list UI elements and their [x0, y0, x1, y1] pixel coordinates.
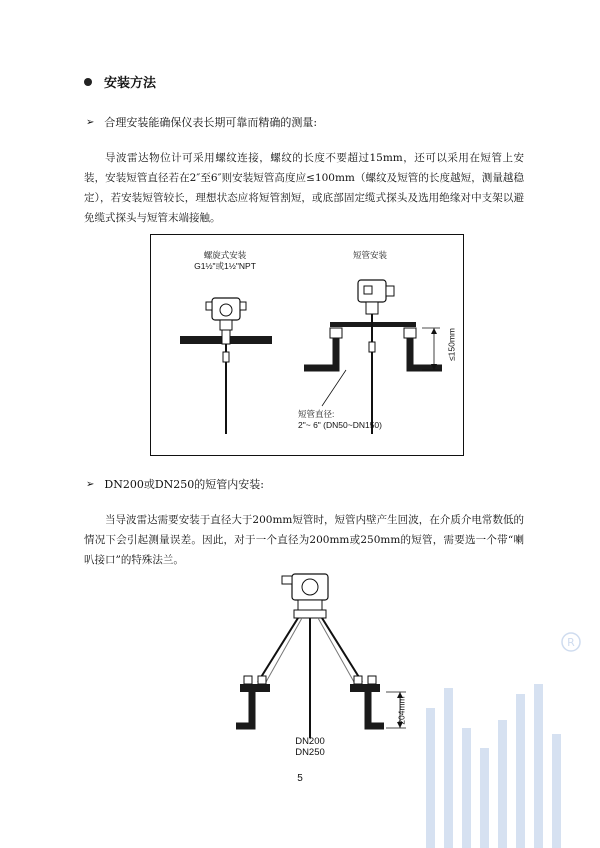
- watermark-logo-icon: [406, 624, 586, 848]
- point2-heading: [86, 476, 264, 492]
- figure2-diagram: [230, 566, 420, 748]
- figure1-right-label: 短管安装: [352, 250, 387, 260]
- figure1-pipe-label-line2: 2"~ 6" (DN50~DN150): [298, 420, 382, 430]
- point1-heading: [86, 114, 317, 130]
- point1-paragraph: 导波雷达物位计可采用螺纹连接，螺纹的长度不要超过15mm，还可以采用在短管上安装，安装短管直径若在2″至6″则安装短管高度应≤100mm（螺纹及短管的长度越短，测量越稳定），若安装短管较长，理想状态应将短管割短，或底部固定缆式探头及选用绝缘对中支架以避免缆式探头与短管末端接触。: [84, 152, 524, 224]
- figure2-dimension: 204mm: [396, 696, 407, 725]
- section-title: [84, 72, 156, 91]
- threaded-sensor-icon: [206, 298, 246, 330]
- arrow-bullet-icon: ➢: [86, 116, 95, 128]
- figure1-left-label-line1: 螺旋式安装: [203, 250, 247, 260]
- point1-heading-text: 合理安装能确保仪表长期可靠而精确的测量:: [104, 116, 318, 129]
- horn-sensor-icon: [282, 574, 328, 618]
- figure1-pipe-label-line1: 短管直径:: [298, 409, 335, 419]
- section-title-text: 安装方法: [104, 76, 157, 91]
- figure1-pipe-label: [298, 409, 398, 431]
- arrow-bullet-icon: ➢: [86, 478, 95, 490]
- point2-paragraph: 当导波雷达需要安装于直径大于200mm短管时，短管内壁产生回波，在介质介电常数低的情况下会引起测量误差。因此，对于一个直径为200mm或250mm的短管，需要选一个带“喇叭接口”的特殊法兰。: [84, 514, 524, 566]
- figure1-left-label-line2: G1½"或1½"NPT: [194, 261, 256, 271]
- bullet-dot-icon: [84, 78, 92, 86]
- figure2-label-line1: DN200: [295, 736, 325, 747]
- figure2-label: [280, 736, 340, 758]
- point2-heading-text: DN200或DN250的短管内安装:: [104, 478, 264, 491]
- figure2-label-line2: DN250: [295, 747, 325, 758]
- nozzle-sensor-icon: [358, 280, 394, 314]
- svg-text:R: R: [567, 636, 575, 649]
- page-number: 5: [297, 773, 303, 784]
- figure1-dimension: ≤150mm: [446, 328, 457, 362]
